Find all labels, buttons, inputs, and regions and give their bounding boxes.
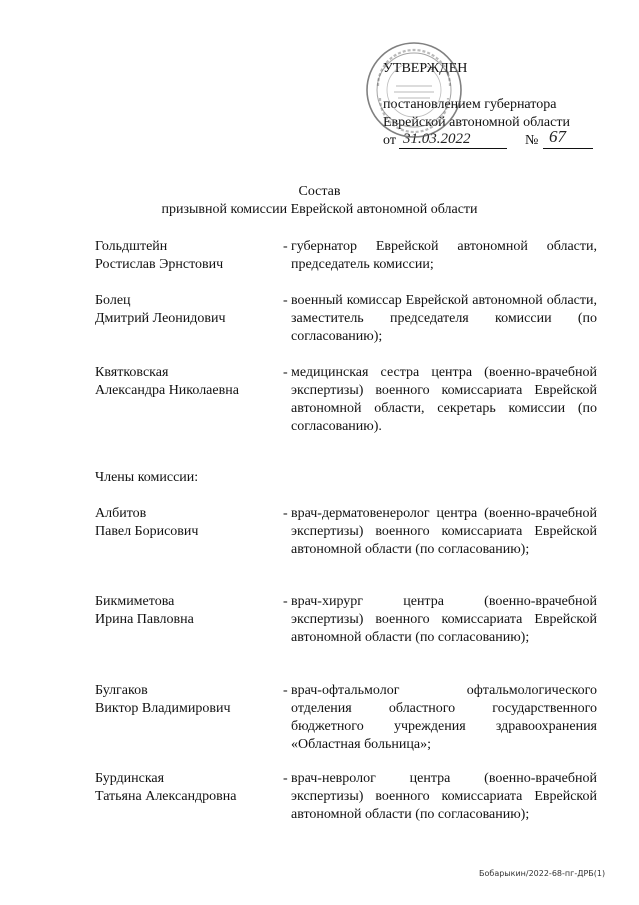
person-given-names: Виктор Владимирович [95, 701, 231, 716]
person-given-names: Ирина Павловна [95, 612, 194, 627]
person-surname: Албитов [95, 506, 147, 521]
person-given-names: Дмитрий Леонидович [95, 311, 226, 326]
approval-number: 67 [549, 127, 566, 146]
person-name [95, 682, 275, 718]
person-role: губернатор Еврейской автономной области, председатель комиссии; [291, 239, 597, 272]
document-title: Состав [298, 184, 341, 199]
approval-line-1: постановлением губернатора [383, 97, 557, 112]
person-role: военный комиссар Еврейской автономной области, заместитель председателя комиссии (по согласованию); [291, 293, 597, 344]
entry-dash: - [283, 365, 288, 380]
entry-dash: - [283, 683, 288, 698]
document-reference: Бобарыкин/2022-68-пг-ДРБ(1) [479, 869, 606, 878]
approval-number-label: № [525, 133, 539, 148]
members-heading: Члены комиссии: [95, 470, 199, 485]
person-role: врач-невролог центра (военно-врачебной экспертизы) военного комиссариата Еврейской автономной области (по согласованию); [291, 771, 597, 822]
person-given-names: Ростислав Эрнстович [95, 257, 224, 272]
person-surname: Болец [95, 293, 131, 308]
entry-dash: - [283, 771, 288, 786]
person-name [95, 364, 275, 400]
entry-dash: - [283, 594, 288, 609]
number-underline [543, 148, 593, 149]
approval-title: УТВЕРЖДЕН [383, 61, 468, 76]
person-role: врач-хирург центра (военно-врачебной экспертизы) военного комиссариата Еврейской автономной области (по согласованию); [291, 594, 597, 645]
date-underline [399, 148, 507, 149]
person-given-names: Татьяна Александровна [95, 789, 237, 804]
person-surname: Бикмиметова [95, 594, 175, 609]
person-name [95, 505, 275, 541]
person-role: врач-дерматовенеролог центра (военно-врачебной экспертизы) военного комиссариата Еврейской автономной области (по согласованию); [291, 506, 597, 557]
document-subtitle: призывной комиссии Еврейской автономной области [161, 202, 478, 217]
person-surname: Квятковская [95, 365, 169, 380]
entry-dash: - [283, 293, 288, 308]
person-given-names: Александра Николаевна [95, 383, 239, 398]
person-surname: Гольдштейн [95, 239, 168, 254]
person-name [95, 770, 275, 806]
person-name [95, 292, 275, 328]
approval-date: 31.03.2022 [403, 131, 471, 147]
person-role: медицинская сестра центра (военно-врачебной экспертизы) военного комиссариата Еврейской автономной области, секретарь комиссии (по согласованию). [291, 365, 597, 434]
person-role: врач-офтальмолог офтальмологического отделения областного государственного бюджетного учреждения здравоохранения «Областная больница»; [291, 683, 597, 752]
person-name [95, 238, 275, 274]
person-given-names: Павел Борисович [95, 524, 199, 539]
entry-dash: - [283, 239, 288, 254]
person-surname: Булгаков [95, 683, 148, 698]
person-name [95, 593, 275, 629]
approval-from-label: от [383, 133, 396, 148]
entry-dash: - [283, 506, 288, 521]
approval-line-2: Еврейской автономной области [383, 115, 570, 130]
person-surname: Бурдинская [95, 771, 165, 786]
